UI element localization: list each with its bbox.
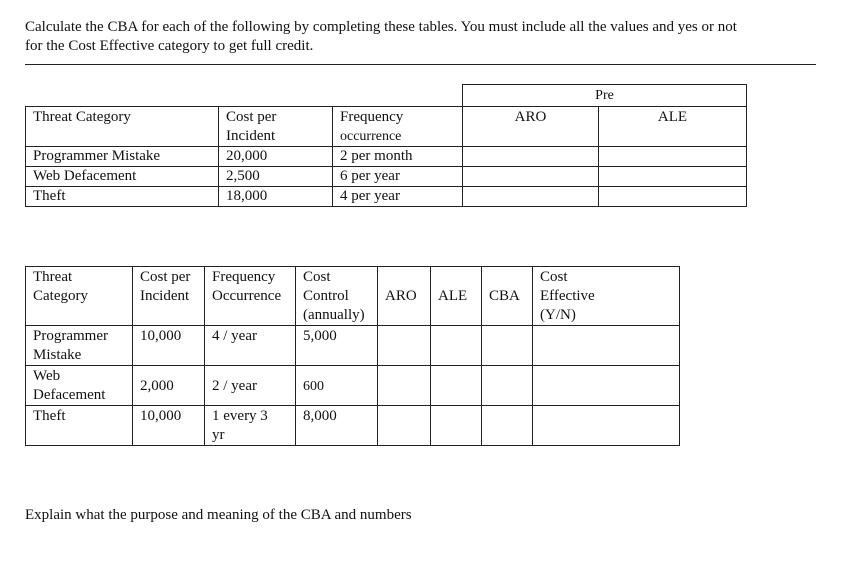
cell-ale-input[interactable]: [599, 187, 747, 207]
pre-cba-table: [25, 84, 747, 207]
table-row: [26, 167, 747, 187]
divider-line: [25, 64, 816, 65]
table-row: [26, 406, 680, 446]
table-row: [26, 326, 680, 366]
cell-aro-input[interactable]: [463, 187, 599, 207]
header-ale: ALE: [431, 267, 482, 326]
table-header-row: [26, 107, 747, 147]
cell-cost: 10,000: [133, 406, 205, 446]
cell-category: Web Defacement: [26, 366, 133, 406]
cell-cost-effective-input[interactable]: [533, 326, 680, 366]
cell-cba-input[interactable]: [482, 406, 533, 446]
cell-category: Web Defacement: [26, 167, 219, 187]
pre-header: Pre: [463, 85, 747, 107]
cell-aro-input[interactable]: [378, 366, 431, 406]
cell-cost-control: 600: [296, 366, 378, 406]
table-header-row: [26, 267, 680, 326]
table-row: [26, 366, 680, 406]
header-frequency: Frequency occurrence: [333, 107, 463, 147]
header-ale: ALE: [599, 107, 747, 147]
cell-frequency: 6 per year: [333, 167, 463, 187]
cell-aro-input[interactable]: [463, 147, 599, 167]
cell-cost-control: 8,000: [296, 406, 378, 446]
cell-cba-input[interactable]: [482, 366, 533, 406]
table-row: [26, 187, 747, 207]
header-cost-control: Cost Control (annually): [296, 267, 378, 326]
header-frequency-occurrence: Frequency Occurrence: [205, 267, 296, 326]
cell-cost: 10,000: [133, 326, 205, 366]
header-cost-per-incident: Cost per Incident: [219, 107, 333, 147]
cell-aro-input[interactable]: [378, 406, 431, 446]
header-aro: ARO: [378, 267, 431, 326]
cell-category: Theft: [26, 406, 133, 446]
header-cost-per-incident: Cost per Incident: [133, 267, 205, 326]
explain-prompt: Explain what the purpose and meaning of the CBA and numbers: [25, 507, 412, 523]
table-group-header-row: [26, 85, 747, 107]
cell-category: Programmer Mistake: [26, 326, 133, 366]
cell-cost: 18,000: [219, 187, 333, 207]
cell-frequency: 1 every 3 yr: [205, 406, 296, 446]
header-threat-category: Threat Category: [26, 107, 219, 147]
cell-cost-control: 5,000: [296, 326, 378, 366]
cell-category: Theft: [26, 187, 219, 207]
cell-frequency: 4 / year: [205, 326, 296, 366]
cell-cost-effective-input[interactable]: [533, 406, 680, 446]
cell-cost: 2,500: [219, 167, 333, 187]
cell-ale-input[interactable]: [431, 366, 482, 406]
cell-aro-input[interactable]: [463, 167, 599, 187]
cell-category: Programmer Mistake: [26, 147, 219, 167]
cell-frequency: 2 / year: [205, 366, 296, 406]
header-cba: CBA: [482, 267, 533, 326]
instructions-line-1: Calculate the CBA for each of the following by completing these tables. You must include all the values and yes or not: [25, 19, 737, 35]
cell-ale-input[interactable]: [599, 147, 747, 167]
cell-aro-input[interactable]: [378, 326, 431, 366]
header-threat-category: Threat Category: [26, 267, 133, 326]
table-row: [26, 147, 747, 167]
instructions: [25, 18, 815, 56]
cell-cba-input[interactable]: [482, 326, 533, 366]
cell-cost: 20,000: [219, 147, 333, 167]
cell-ale-input[interactable]: [431, 326, 482, 366]
cell-ale-input[interactable]: [431, 406, 482, 446]
blank-header-cell: [26, 85, 463, 107]
cba-control-table: [25, 266, 680, 446]
header-aro: ARO: [463, 107, 599, 147]
header-cost-effective: Cost Effective (Y/N): [533, 267, 680, 326]
cell-frequency: 4 per year: [333, 187, 463, 207]
cell-frequency: 2 per month: [333, 147, 463, 167]
cell-cost-effective-input[interactable]: [533, 366, 680, 406]
cell-ale-input[interactable]: [599, 167, 747, 187]
cell-cost: 2,000: [133, 366, 205, 406]
instructions-line-2: for the Cost Effective category to get full credit.: [25, 38, 314, 54]
